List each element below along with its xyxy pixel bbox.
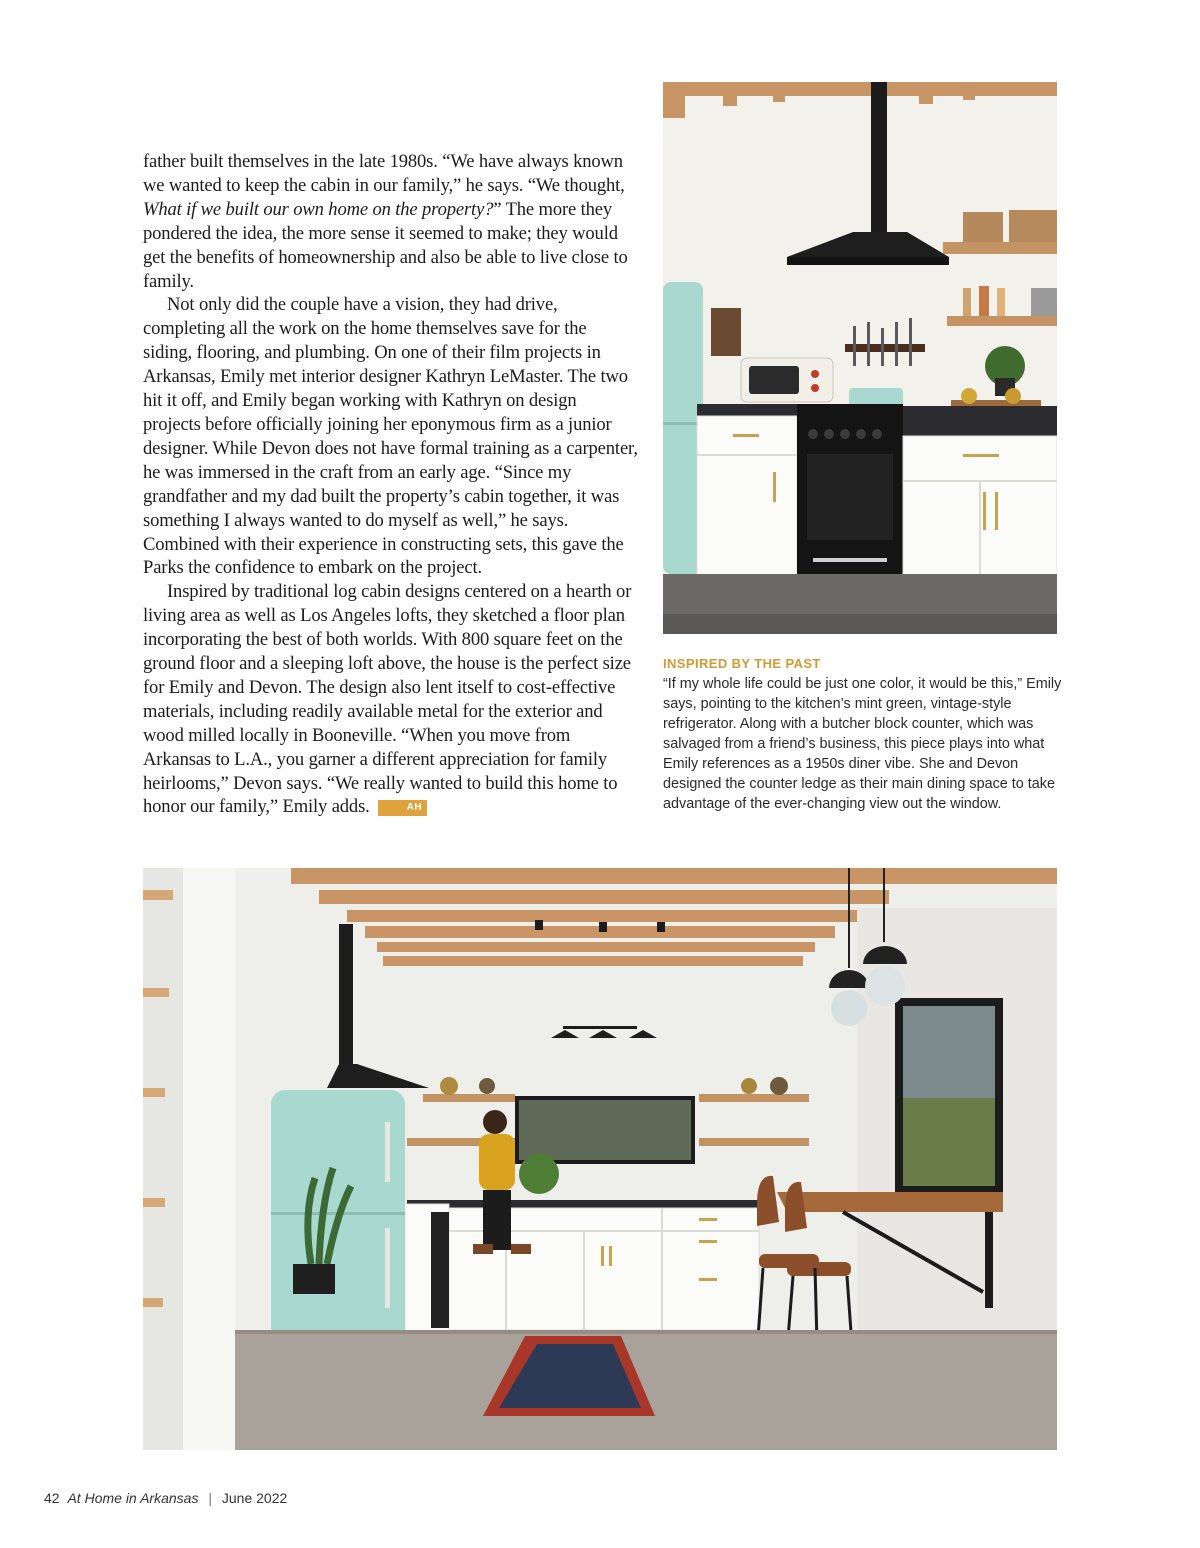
end-mark-badge: AH (378, 800, 427, 816)
caption-text: “If my whole life could be just one color, it would be this,” Emily says, pointing to the kitchen’s mint green, vintage-style refrigerator. Along with a butcher block counter, which was salvaged from a friend’s business, this piece plays into what Emily references as a 1950s diner vibe. She and Devon designed the counter ledge as their main dining space to take advantage of the ever-changing view out the window. (663, 676, 1062, 812)
kitchen-stove-photo (663, 82, 1057, 634)
page-folio (44, 1490, 287, 1506)
caption-title: INSPIRED BY THE PAST (663, 656, 821, 671)
issue-date: June 2022 (221, 1490, 288, 1506)
folio-separator: | (208, 1490, 212, 1506)
page-number: 42 (44, 1490, 60, 1506)
article-paragraph-3: Inspired by traditional log cabin designs centered on a hearth or living area as well as Los Angeles lofts, they sketched a floor plan incorporating the best of both worlds. With 800 square feet on the ground floor and a sleeping loft above, the house is the perfect size for Emily and Devon. The design also lent itself to cost-effective materials, including readily available metal for the exterior and wood milled locally in Booneville. “When you move from Arkansas to L.A., you garner a different appreciation for family heirlooms,” Devon says. “We really wanted to build this home to honor our family,” Emily adds. AH (143, 581, 632, 818)
article-paragraph-1: father built themselves in the late 1980s. “We have always known we wanted to keep the cabin in our family,” he says. “We thought, What if we built our own home on the property?” The more they pondered the idea, the more sense it seemed to make; they would get the benefits of homeownership and also be able to live close to family. (143, 151, 628, 292)
photo-caption (663, 656, 1063, 814)
article-italic-quote: What if we built our own home on the property? (143, 198, 494, 220)
publication-name: At Home in Arkansas (67, 1490, 199, 1506)
article-paragraph-2: Not only did the couple have a vision, they had drive, completing all the work on the home themselves save for the siding, flooring, and plumbing. On one of their film projects in Arkansas, Emily met interior designer Kathryn LeMaster. The two hit it off, and Emily began working with Kathryn on design projects before officially joining her eponymous firm as a junior designer. While Devon does not have formal training as a carpenter, he was immersed in the craft from an early age. “Since my grandfather and my dad built the property’s cabin together, it was something I always wanted to do myself as well,” he says. Combined with their experience in constructing sets, this gave the Parks the confidence to embark on the project. (143, 294, 638, 579)
kitchen-wide-photo (143, 868, 1057, 1450)
article-body (143, 150, 638, 819)
